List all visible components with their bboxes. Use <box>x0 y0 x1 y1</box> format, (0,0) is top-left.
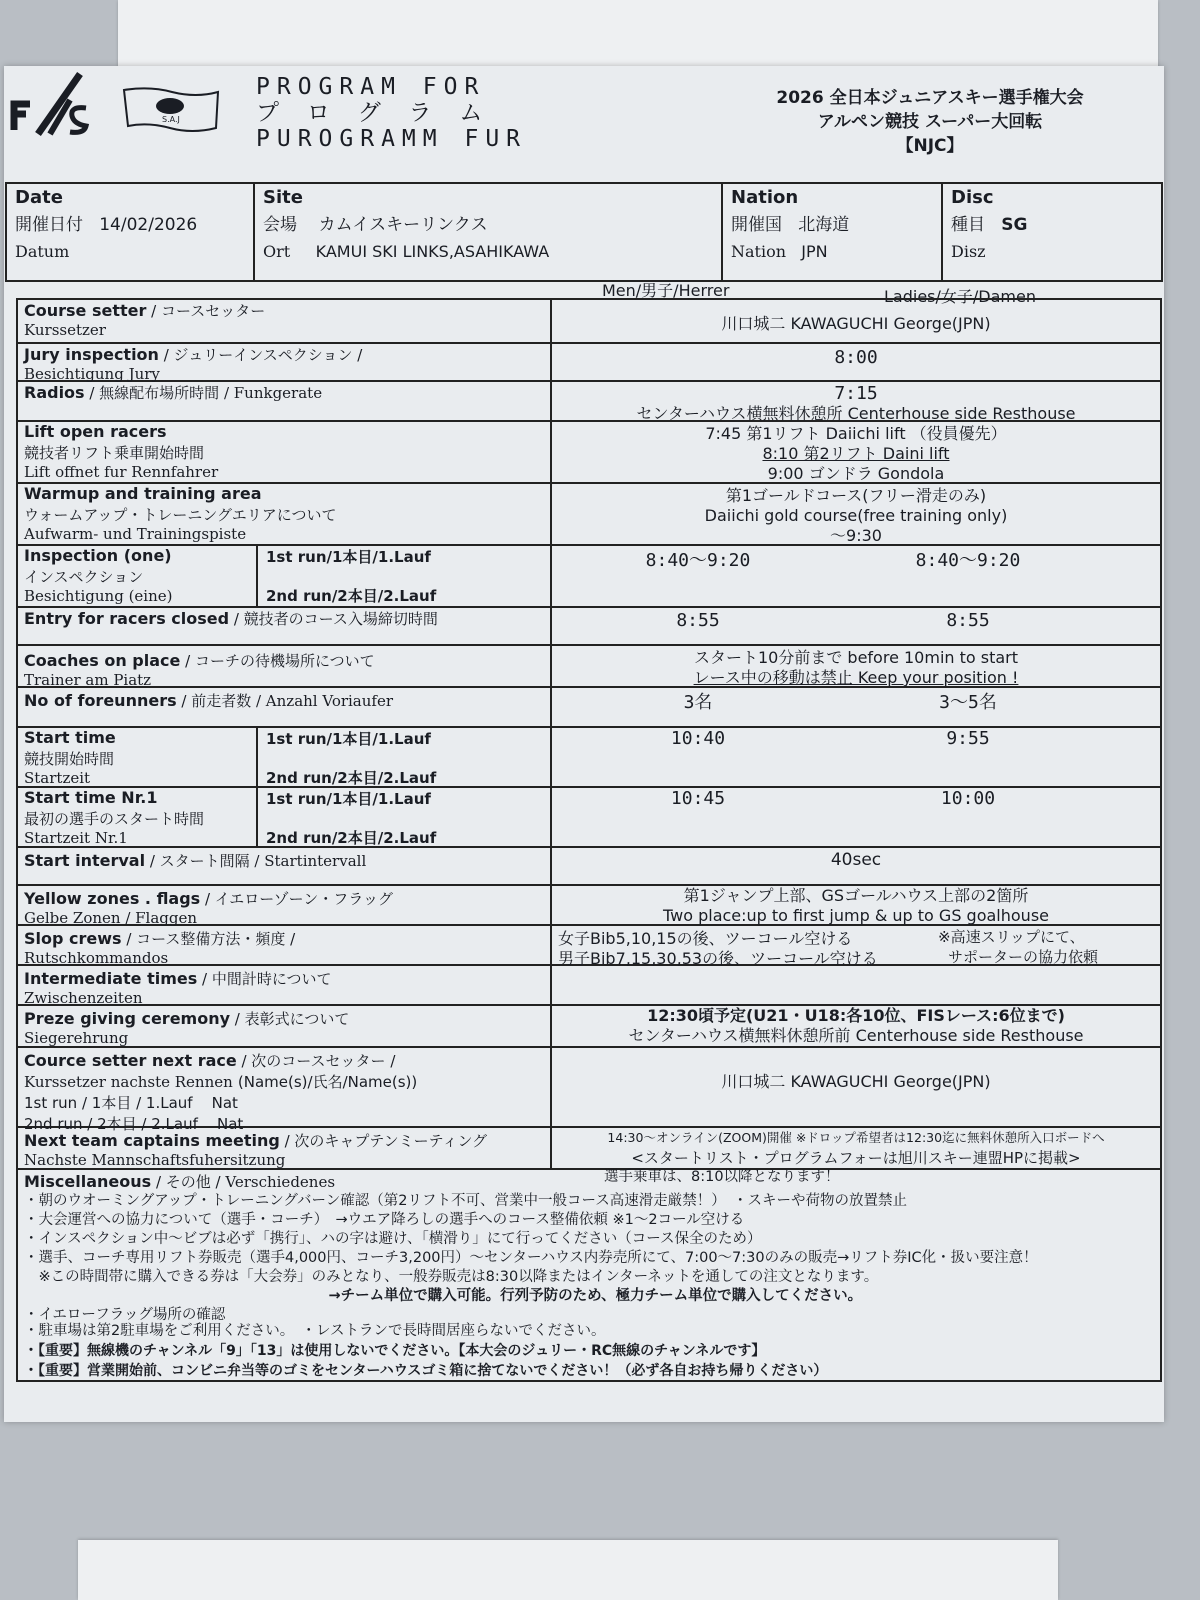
row-misc <box>18 1170 1160 1380</box>
misc-line-1: ・朝のウオーミングアップ・トレーニングバーン確認（第2リフト不可、営業中一般コース高速滑走厳禁！） ・スキーや荷物の放置禁止 <box>24 1193 907 1209</box>
misc-line-9: ・【重要】無線機のチャンネル「9」「13」は使用しないでください。【本大会のジュリー・RC無線のチャンネルです】 <box>24 1343 766 1359</box>
interval-label-jp: / スタート間隔 <box>145 852 250 870</box>
slop-note2: サポーターの協力依頼 <box>948 948 1099 966</box>
upper-paper <box>118 0 1158 68</box>
next-setter-label-jp: / 次のコースセッター / <box>236 1052 396 1070</box>
entry-men: 8:55 <box>676 610 720 631</box>
event-title-line3: 【NJC】 <box>896 136 964 156</box>
program-title-de: PUROGRAMM FUR <box>256 126 528 152</box>
column-divider <box>550 422 552 482</box>
misc-label-jp: / その他 / <box>151 1173 221 1191</box>
course-setter-label: Course setter <box>24 301 147 320</box>
date-value: 14/02/2026 <box>99 215 198 235</box>
column-divider <box>550 1048 552 1126</box>
row-lift <box>18 422 1160 484</box>
date-header-jp: 開催日付 <box>15 215 83 235</box>
entry-label: Entry for racers closed <box>24 609 230 628</box>
nation-header: Nation <box>731 187 799 208</box>
row-warmup <box>18 484 1160 546</box>
row-forerunners <box>18 688 1160 728</box>
disc-cell <box>943 184 1161 280</box>
event-title-line2: アルペン競技 スーパー大回転 <box>817 112 1043 132</box>
column-divider <box>550 382 552 420</box>
warmup-label-de: Aufwarm- und Trainingspiste <box>24 525 247 543</box>
prize-line1: 12:30頃予定(U21・U18:各10位、FISレース:6位まで) <box>647 1006 1065 1025</box>
misc-line-4: ・選手、コーチ専用リフト券販売（選手4,000円、コーチ3,200円）～センターハウス内券売所にて、7:00～7:30のみの販売→リフト券IC化・扱い要注意！ <box>24 1250 1038 1266</box>
inspection-label: Inspection (one) <box>24 546 172 565</box>
column-divider <box>550 1128 552 1168</box>
captains-label-jp: / 次のキャプテンミーティング <box>279 1132 488 1150</box>
warmup-label: Warmup and training area <box>24 484 262 503</box>
forerunners-ladies: 3～5名 <box>939 692 997 713</box>
row-coaches <box>18 646 1160 688</box>
misc-label-de: Verschiedenes <box>220 1173 336 1191</box>
radios-place: センターハウス横無料休憩所 Centerhouse side Resthouse <box>636 404 1076 423</box>
start-time-label-de: Startzeit <box>24 769 91 787</box>
row-course-setter <box>18 300 1160 344</box>
prize-line2: センターハウス横無料休憩所前 Centerhouse side Resthouse <box>628 1026 1084 1045</box>
prize-label: Preze giving ceremony <box>24 1009 231 1028</box>
warmup-label-jp: ウォームアップ・トレーニングエリアについて <box>24 506 337 524</box>
prize-label-de: Siegerehrung <box>24 1029 129 1047</box>
fis-logo-icon <box>10 70 90 140</box>
nation-header-de: Nation <box>731 242 787 261</box>
misc-line-7: ・イエローフラッグ場所の確認 <box>24 1307 226 1323</box>
row-captains <box>18 1128 1160 1170</box>
yellow-line1: 第1ジャンプ上部、GSゴールハウス上部の2箇所 <box>683 886 1029 905</box>
column-divider <box>550 788 552 846</box>
captains-line2: <スタートリスト・プログラムフォーは旭川スキー連盟HPに掲載> <box>631 1149 1081 1167</box>
ladies-column-header: Ladies/女子/Damen <box>884 287 1036 306</box>
warmup-course-en: Daiichi gold course(free training only) <box>704 506 1008 525</box>
nation-value-en: JPN <box>801 242 828 261</box>
lift-daiichi: 7:45 第1リフト Daiichi lift （役員優先） <box>705 424 1007 443</box>
site-cell <box>255 184 723 280</box>
column-divider <box>550 608 552 644</box>
coaches-line2: レース中の移動は禁止 Keep your position ! <box>693 668 1019 687</box>
warmup-course-jp: 第1ゴールドコース(フリー滑走のみ) <box>725 486 987 505</box>
next-setter-name-label: (Name(s)/氏名/Name(s)) <box>237 1073 418 1091</box>
yellow-label-jp: / イエローゾーン・フラッグ <box>200 890 393 908</box>
radios-time: 7:15 <box>834 383 878 404</box>
course-setter-label-jp: / コースセッター <box>146 302 266 320</box>
slop-note1: ※高速スリップにて、 <box>938 928 1085 946</box>
slop-men: 男子Bib7,15,30,53の後、ツーコール空ける <box>558 949 878 968</box>
inspection-ladies: 8:40～9:20 <box>915 550 1021 571</box>
column-divider <box>550 966 552 1004</box>
misc-line-3: ・インスペクション中～ビブは必ず「携行」、ハの字は避け、「横滑り」にて行ってください（コース保全のため） <box>24 1231 762 1247</box>
column-divider <box>550 1006 552 1046</box>
intermediate-label-jp: / 中間計時について <box>197 970 332 988</box>
column-divider <box>550 848 552 884</box>
forerunners-label-de: / Anzahl Voriaufer <box>251 692 394 710</box>
lift-label-de: Lift offnet fur Rennfahrer <box>24 463 219 481</box>
slop-label-jp: / コース整備方法・頻度 / <box>121 930 296 948</box>
inspection-label-jp: インスペクション <box>24 568 144 586</box>
row-radios <box>18 382 1160 422</box>
yellow-label-de: Gelbe Zonen / Flaggen <box>24 909 198 927</box>
lift-label-jp: 競技者リフト乗車開始時間 <box>24 444 205 462</box>
start-nr1-label-jp: 最初の選手のスタート時間 <box>24 810 205 828</box>
next-setter-label-de: Kurssetzer nachste Rennen <box>24 1073 233 1091</box>
column-divider <box>550 546 552 606</box>
interval-label: Start interval <box>24 851 146 870</box>
misc-line-8: ・駐車場は第2駐車場をご利用ください。 ・レストランで長時間居座らないでください。 <box>24 1323 606 1339</box>
column-divider <box>550 926 552 964</box>
slop-label-de: Rutschkommandos <box>24 949 169 967</box>
start-time-men: 10:40 <box>670 728 726 749</box>
slop-label: Slop crews <box>24 929 122 948</box>
row-inspection <box>18 546 1160 608</box>
start-time-label: Start time <box>24 728 116 747</box>
column-divider <box>550 646 552 686</box>
lift-gondola: 9:00 ゴンドラ Gondola <box>767 464 945 483</box>
row-next-setter <box>18 1048 1160 1133</box>
inspection-run2: 2nd run/2本目/2.Lauf <box>266 587 437 605</box>
entry-label-jp: / 競技者のコース入場締切時間 <box>229 610 438 628</box>
forerunners-label: No of foreunners <box>24 691 177 710</box>
program-table <box>16 298 1162 1382</box>
inspection-label-de: Besichtigung (eine) <box>24 587 173 605</box>
start-nr1-ladies: 10:00 <box>940 788 996 809</box>
men-column-header: Men/男子/Herrer <box>602 281 730 300</box>
lift-daini: 8:10 第2リフト Daini lift <box>762 444 950 463</box>
column-divider <box>550 688 552 726</box>
course-setter-label-de: Kurssetzer <box>24 321 106 339</box>
coaches-label: Coaches on place <box>24 651 181 670</box>
jury-label: Jury inspection <box>24 345 159 364</box>
date-header: Date <box>15 187 63 208</box>
misc-line-6: →チーム単位で購入可能。行列予防のため、極力チーム単位で購入してください。 <box>24 1288 863 1304</box>
program-title-jp: プ ロ グ ラ ム <box>256 100 490 126</box>
program-title <box>256 74 576 152</box>
site-header-de: Ort <box>263 242 291 261</box>
interval-label-de: / Startintervall <box>249 852 367 870</box>
yellow-label: Yellow zones . flags <box>24 889 201 908</box>
column-divider <box>550 886 552 924</box>
next-setter-value: 川口城二 KAWAGUCHI George(JPN) <box>721 1072 991 1091</box>
intermediate-label-de: Zwischenzeiten <box>24 989 143 1007</box>
disc-header: Disc <box>951 187 994 208</box>
row-entry <box>18 608 1160 646</box>
yellow-line2: Two place:up to first jump & up to GS goalhouse <box>663 906 1049 925</box>
nation-value-jp: 北海道 <box>798 215 850 235</box>
start-nr1-runs <box>256 788 556 846</box>
column-divider <box>550 728 552 786</box>
captains-label-de: Nachste Mannschaftsfuhersitzung <box>24 1151 286 1169</box>
start-time-ladies: 9:55 <box>946 728 990 749</box>
row-intermediate <box>18 966 1160 1006</box>
column-divider <box>550 344 552 380</box>
disc-header-de: Disz <box>951 242 986 261</box>
radios-label-jp: / 無線配布場所時間 <box>84 384 220 402</box>
start-nr1-run2: 2nd run/2本目/2.Lauf <box>266 829 437 847</box>
start-nr1-run1: 1st run/1本目/1.Lauf <box>266 790 431 808</box>
disc-value: SG <box>1001 215 1028 235</box>
row-start-nr1 <box>18 788 1160 848</box>
date-cell <box>7 184 255 280</box>
nation-header-jp: 開催国 <box>731 215 782 235</box>
captains-line1: 14:30～オンライン(ZOOM)開催 ※ドロップ希望者は12:30迄に無料休憩所入口ボードへ <box>607 1130 1105 1145</box>
captains-label: Next team captains meeting <box>24 1131 280 1150</box>
site-value-en: KAMUI SKI LINKS,ASAHIKAWA <box>315 242 550 261</box>
disc-header-jp: 種目 <box>951 215 985 235</box>
column-divider <box>550 300 552 342</box>
next-setter-nat2: Nat <box>216 1115 244 1133</box>
prize-label-jp: / 表彰式について <box>230 1010 350 1028</box>
start-nr1-label: Start time Nr.1 <box>24 788 158 807</box>
event-title-line1: 2026 全日本ジュニアスキー選手権大会 <box>776 88 1084 108</box>
misc-line-10: ・【重要】営業開始前、コンビニ弁当等のゴミをセンターハウスゴミ箱に捨てないでください！（必ず各自お持ち帰りください） <box>24 1363 828 1379</box>
start-nr1-men: 10:45 <box>670 788 726 809</box>
saj-flag-logo-icon <box>120 84 224 138</box>
misc-line-2: ・大会運営への協力について（選手・コーチ） →ウエア降ろしの選手へのコース整備依頼 ※1～2コール空ける <box>24 1212 745 1228</box>
start-nr1-label-de: Startzeit Nr.1 <box>24 829 128 847</box>
row-slop <box>18 926 1160 966</box>
misc-label: Miscellaneous <box>24 1172 152 1191</box>
radios-label: Radios <box>24 383 85 402</box>
event-title <box>720 86 1140 158</box>
inspection-runs <box>256 546 556 606</box>
start-time-run2: 2nd run/2本目/2.Lauf <box>266 769 437 787</box>
coaches-line1: スタート10分前まで before 10min to start <box>693 648 1019 667</box>
misc-line-5: ※この時間帯に購入できる券は「大会券」のみとなり、一般券販売は8:30以降またはインターネットを通しての注文となります。 <box>24 1269 879 1285</box>
jury-label-jp: / ジュリーインスペクション / <box>158 346 363 364</box>
start-time-runs <box>256 728 556 786</box>
nation-cell <box>723 184 943 280</box>
coaches-label-jp: / コーチの待機場所について <box>180 652 375 670</box>
inspection-run1: 1st run/1本目/1.Lauf <box>266 548 431 566</box>
course-setter-value: 川口城二 KAWAGUCHI George(JPN) <box>721 314 991 333</box>
start-time-label-jp: 競技開始時間 <box>24 750 115 768</box>
jury-value: 8:00 <box>834 347 878 368</box>
misc-note: 選手乗車は、8:10以降となります！ <box>604 1169 840 1185</box>
start-time-run1: 1st run/1本目/1.Lauf <box>266 730 431 748</box>
next-setter-run1: 1st run / 1本目 / 1.Lauf <box>24 1094 193 1112</box>
date-header-de: Datum <box>15 242 70 261</box>
site-value-jp: カムイスキーリンクス <box>318 215 488 235</box>
site-header-jp: 会場 <box>263 215 297 235</box>
slop-ladies: 女子Bib5,10,15の後、ツーコール空ける <box>558 929 853 948</box>
warmup-until: ～9:30 <box>830 526 882 545</box>
next-setter-nat1: Nat <box>211 1094 238 1112</box>
intermediate-label: Intermediate times <box>24 969 198 988</box>
saj-text: S.A.J <box>162 115 180 124</box>
row-yellow <box>18 886 1160 926</box>
lower-paper <box>78 1540 1058 1600</box>
row-jury <box>18 344 1160 382</box>
next-setter-label: Cource setter next race <box>24 1051 237 1070</box>
entry-ladies: 8:55 <box>946 610 990 631</box>
row-interval <box>18 848 1160 886</box>
column-divider <box>550 484 552 544</box>
forerunners-men: 3名 <box>683 692 713 713</box>
coaches-label-de: Trainer am Piatz <box>24 671 152 689</box>
row-start-time <box>18 728 1160 788</box>
radios-label-de: / Funkgerate <box>219 384 323 402</box>
interval-value: 40sec <box>830 850 882 870</box>
jury-label-de: Besichtigung Jury <box>24 365 160 383</box>
forerunners-label-jp: / 前走者数 <box>176 692 252 710</box>
next-setter-run2: 2nd run / 2本目 / 2.Lauf <box>24 1115 198 1133</box>
site-header: Site <box>263 187 303 208</box>
row-prize <box>18 1006 1160 1048</box>
info-table <box>5 182 1163 282</box>
lift-label: Lift open racers <box>24 422 167 441</box>
inspection-men: 8:40～9:20 <box>645 550 751 571</box>
program-title-en: PROGRAM FOR <box>256 74 486 100</box>
